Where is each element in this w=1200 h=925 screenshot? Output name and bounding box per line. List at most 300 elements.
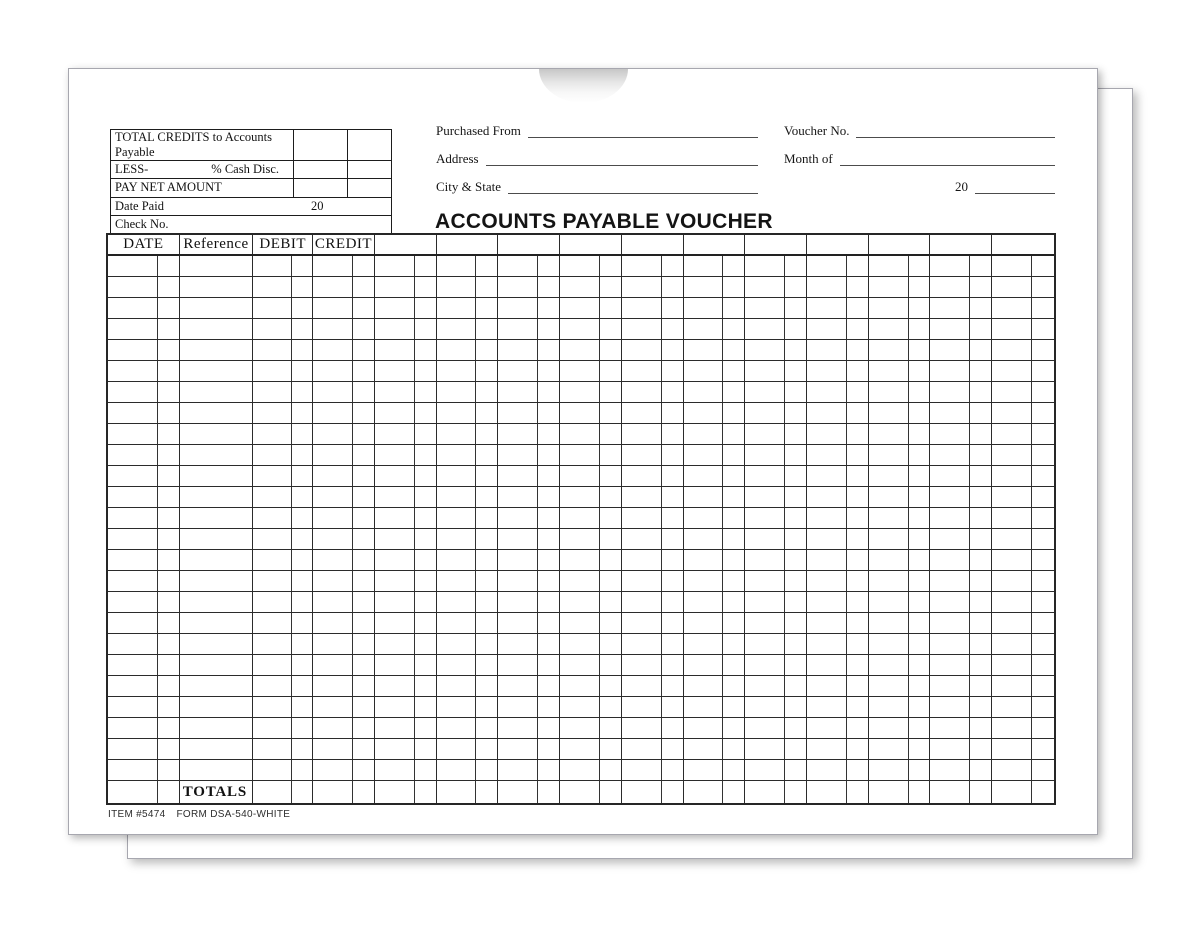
ledger-cell	[538, 487, 560, 507]
ledger-cell	[684, 592, 724, 612]
ledger-cell	[745, 655, 785, 675]
ledger-cell	[158, 571, 180, 591]
ledger-cell	[538, 718, 560, 738]
ledger-cell	[785, 382, 807, 402]
ledger-cell	[253, 508, 292, 528]
ledger-cell	[538, 277, 560, 297]
ledger-cell	[292, 760, 313, 780]
column-header-blank	[684, 235, 746, 254]
ledger-cell	[745, 445, 785, 465]
ledger-cell	[930, 760, 970, 780]
ledger-cell	[723, 781, 745, 803]
ledger-cell	[158, 340, 180, 360]
ledger-cell	[313, 655, 353, 675]
ledger-cell	[785, 487, 807, 507]
ledger-cell	[684, 298, 724, 318]
ledger-cell	[662, 613, 684, 633]
ledger-cell	[970, 760, 992, 780]
ledger-cell	[476, 424, 498, 444]
column-header: DEBIT	[253, 235, 313, 254]
ledger-cell	[313, 445, 353, 465]
ledger-cell	[180, 697, 254, 717]
ledger-cell	[1032, 760, 1054, 780]
ledger-cell	[415, 466, 437, 486]
ledger-cell	[375, 634, 415, 654]
ledger-cell	[560, 424, 600, 444]
ledger-cell	[600, 298, 622, 318]
ledger-row	[108, 697, 1054, 718]
ledger-cell	[600, 319, 622, 339]
ledger-cell	[684, 697, 724, 717]
ledger-cell	[869, 592, 909, 612]
ledger-cell	[723, 634, 745, 654]
ledger-cell	[375, 697, 415, 717]
ledger-cell	[180, 550, 254, 570]
ledger-cell	[807, 508, 847, 528]
ledger-cell	[313, 508, 353, 528]
ledger-cell	[375, 676, 415, 696]
ledger-cell	[353, 340, 375, 360]
ledger-cell	[180, 739, 254, 759]
ledger-cell	[684, 676, 724, 696]
ledger-cell	[375, 739, 415, 759]
ledger-cell	[807, 739, 847, 759]
ledger-cell	[622, 655, 662, 675]
ledger-cell	[600, 634, 622, 654]
summary-row-pay-net	[111, 179, 391, 197]
ledger-cell	[807, 445, 847, 465]
ledger-cell	[909, 550, 931, 570]
ledger-cell	[437, 529, 477, 549]
ledger-cell	[498, 613, 538, 633]
ledger-cell	[292, 676, 313, 696]
ledger-cell	[909, 697, 931, 717]
ledger-cell	[662, 319, 684, 339]
ledger-cell	[622, 739, 662, 759]
ledger-cell	[498, 718, 538, 738]
ledger-cell	[622, 319, 662, 339]
ledger-cell	[437, 550, 477, 570]
vendor-row-2	[436, 147, 1055, 167]
ledger-cell	[992, 508, 1032, 528]
ledger-cell	[313, 361, 353, 381]
ledger-cell	[538, 298, 560, 318]
ledger-cell	[970, 508, 992, 528]
ledger-cell	[992, 529, 1032, 549]
ledger-cell	[807, 718, 847, 738]
ledger-cell	[869, 550, 909, 570]
ledger-cell	[662, 445, 684, 465]
ledger-cell	[313, 634, 353, 654]
ledger-cell	[180, 487, 254, 507]
ledger-cell	[785, 655, 807, 675]
ledger-cell	[180, 571, 254, 591]
ledger-cell	[415, 739, 437, 759]
voucher-no-label: Voucher No.	[784, 123, 850, 138]
ledger-cell	[600, 550, 622, 570]
ledger-cell	[807, 298, 847, 318]
ledger-cell	[909, 445, 931, 465]
ledger-cell	[158, 424, 180, 444]
ledger-cell	[992, 571, 1032, 591]
ledger-cell	[476, 718, 498, 738]
ledger-cell	[538, 319, 560, 339]
ledger-cell	[745, 277, 785, 297]
amount-cell	[293, 130, 347, 160]
ledger-cell	[1032, 487, 1054, 507]
ledger-cell	[253, 592, 292, 612]
ledger-cell	[560, 445, 600, 465]
ledger-cell	[313, 529, 353, 549]
ledger-cell	[869, 424, 909, 444]
ledger-cell	[909, 382, 931, 402]
ledger-cell	[745, 298, 785, 318]
ledger-cell	[622, 592, 662, 612]
ledger-cell	[1032, 634, 1054, 654]
ledger-cell	[538, 739, 560, 759]
ledger-cell	[600, 655, 622, 675]
ledger-cell	[785, 613, 807, 633]
ledger-cell	[622, 424, 662, 444]
ledger-cell	[684, 487, 724, 507]
ledger-cell	[1032, 676, 1054, 696]
ledger-cell	[909, 256, 931, 276]
ledger-cell	[498, 466, 538, 486]
ledger-cell	[684, 634, 724, 654]
ledger-cell	[437, 760, 477, 780]
ledger-cell	[560, 361, 600, 381]
ledger-cell	[437, 340, 477, 360]
ledger-cell	[662, 529, 684, 549]
ledger-cell	[353, 571, 375, 591]
ledger-cell	[353, 697, 375, 717]
ledger-cell	[253, 634, 292, 654]
ledger-cell	[869, 445, 909, 465]
ledger-cell	[662, 424, 684, 444]
ledger-cell	[313, 739, 353, 759]
ledger-cell	[723, 655, 745, 675]
ledger-cell	[992, 256, 1032, 276]
ledger-cell	[1032, 739, 1054, 759]
ledger-cell	[353, 781, 375, 803]
ledger-cell	[970, 571, 992, 591]
ledger-cell	[437, 319, 477, 339]
ledger-cell	[930, 340, 970, 360]
ledger-cell	[684, 403, 724, 423]
ledger-cell	[313, 571, 353, 591]
ledger-cell	[600, 781, 622, 803]
ledger-cell	[807, 382, 847, 402]
ledger-cell	[292, 613, 313, 633]
column-header-blank	[869, 235, 931, 254]
ledger-cell	[600, 382, 622, 402]
ledger-cell	[909, 340, 931, 360]
ledger-cell	[180, 592, 254, 612]
ledger-row	[108, 403, 1054, 424]
ledger-cell	[807, 424, 847, 444]
ledger-cell	[847, 445, 869, 465]
ledger-cell	[684, 550, 724, 570]
ledger-cell	[292, 634, 313, 654]
ledger-row	[108, 676, 1054, 697]
ledger-cell	[847, 634, 869, 654]
ledger-cell	[538, 508, 560, 528]
ledger-cell	[869, 508, 909, 528]
ledger-cell	[498, 361, 538, 381]
ledger-cell	[437, 424, 477, 444]
month-of-label: Month of	[784, 151, 833, 166]
ledger-cell	[622, 277, 662, 297]
ledger-cell	[353, 718, 375, 738]
ledger-cell	[723, 445, 745, 465]
ledger-cell	[353, 445, 375, 465]
ledger-cell	[1032, 403, 1054, 423]
ledger-cell	[930, 550, 970, 570]
ledger-cell	[560, 382, 600, 402]
ledger-cell	[600, 718, 622, 738]
ledger-cell	[970, 361, 992, 381]
ledger-cell	[108, 718, 158, 738]
ledger-cell	[108, 571, 158, 591]
ledger-cell	[785, 277, 807, 297]
ledger-cell	[180, 718, 254, 738]
ledger-cell	[560, 298, 600, 318]
ledger-cell	[353, 256, 375, 276]
ledger-cell	[600, 571, 622, 591]
ledger-cell	[108, 256, 158, 276]
ledger-cell	[375, 760, 415, 780]
ledger-cell	[869, 655, 909, 675]
ledger-cell	[847, 592, 869, 612]
ledger-cell	[437, 634, 477, 654]
ledger-cell	[560, 697, 600, 717]
ledger-cell	[970, 592, 992, 612]
ledger-cell	[476, 382, 498, 402]
ledger-cell	[785, 256, 807, 276]
ledger-cell	[684, 277, 724, 297]
ledger-cell	[158, 277, 180, 297]
ledger-cell	[498, 760, 538, 780]
ledger-cell	[1032, 697, 1054, 717]
ledger-cell	[415, 529, 437, 549]
ledger-cell	[930, 613, 970, 633]
ledger-cell	[292, 487, 313, 507]
ledger-cell	[538, 571, 560, 591]
ledger-cell	[909, 298, 931, 318]
ledger-cell	[253, 277, 292, 297]
ledger-cell	[869, 340, 909, 360]
ledger-cell	[970, 487, 992, 507]
pay-net-label: PAY NET AMOUNT	[115, 180, 222, 195]
ledger-cell	[785, 739, 807, 759]
column-header-blank	[745, 235, 807, 254]
ledger-cell	[437, 277, 477, 297]
ledger-cell	[313, 760, 353, 780]
voucher-sheet	[68, 68, 1098, 835]
ledger-cell	[745, 487, 785, 507]
ledger-cell	[600, 508, 622, 528]
ledger-cell	[158, 592, 180, 612]
ledger-cell	[437, 571, 477, 591]
ledger-cell	[313, 781, 353, 803]
ledger-cell	[745, 676, 785, 696]
ledger-cell	[662, 256, 684, 276]
ledger-cell	[560, 739, 600, 759]
ledger-cell	[909, 739, 931, 759]
ledger-cell	[684, 466, 724, 486]
ledger-cell	[353, 424, 375, 444]
ledger-cell	[313, 340, 353, 360]
ledger-cell	[807, 550, 847, 570]
ledger-cell	[930, 655, 970, 675]
ledger-cell	[538, 550, 560, 570]
ledger-cell	[560, 592, 600, 612]
ledger-cell	[745, 403, 785, 423]
ledger-cell	[180, 529, 254, 549]
totals-row	[108, 781, 1054, 803]
ledger-cell	[375, 424, 415, 444]
ledger-cell	[847, 529, 869, 549]
ledger-cell	[930, 256, 970, 276]
ledger-cell	[180, 277, 254, 297]
ledger-cell	[180, 466, 254, 486]
ledger-cell	[930, 634, 970, 654]
ledger-cell	[662, 466, 684, 486]
ledger-cell	[847, 487, 869, 507]
column-header-blank	[807, 235, 869, 254]
thumb-notch	[539, 69, 628, 103]
ledger-cell	[498, 550, 538, 570]
ledger-cell	[538, 403, 560, 423]
ledger-cell	[180, 508, 254, 528]
ledger-cell	[158, 718, 180, 738]
ledger-cell	[785, 718, 807, 738]
ledger-cell	[253, 361, 292, 381]
ledger-cell	[353, 466, 375, 486]
ledger-cell	[600, 592, 622, 612]
ledger-cell	[498, 634, 538, 654]
ledger-cell	[158, 655, 180, 675]
ledger-cell	[476, 361, 498, 381]
ledger-cell	[970, 382, 992, 402]
ledger-cell	[108, 655, 158, 675]
ledger-cell	[745, 256, 785, 276]
address-label: Address	[436, 151, 479, 166]
column-header-blank	[992, 235, 1054, 254]
ledger-cell	[807, 361, 847, 381]
less-label: LESS-	[115, 162, 149, 177]
ledger-cell	[723, 550, 745, 570]
ledger-cell	[909, 571, 931, 591]
vendor-row-3	[436, 175, 1055, 195]
ledger-cell	[313, 319, 353, 339]
ledger-cell	[375, 445, 415, 465]
ledger-cell	[560, 487, 600, 507]
summary-row-total-credits	[111, 130, 391, 161]
summary-row-date-paid	[111, 198, 391, 216]
ledger-cell	[662, 508, 684, 528]
ledger-cell	[313, 403, 353, 423]
ledger-cell	[353, 403, 375, 423]
ledger-cell	[1032, 319, 1054, 339]
ledger-cell	[600, 739, 622, 759]
ledger-cell	[108, 487, 158, 507]
ledger-cell	[785, 508, 807, 528]
ledger-cell	[622, 613, 662, 633]
ledger-cell	[1032, 466, 1054, 486]
ledger-cell	[108, 445, 158, 465]
ledger-cell	[180, 382, 254, 402]
ledger-cell	[476, 739, 498, 759]
ledger-cell	[930, 571, 970, 591]
ledger-cell	[108, 298, 158, 318]
ledger-cell	[684, 529, 724, 549]
ledger-cell	[807, 487, 847, 507]
ledger-cell	[158, 760, 180, 780]
ledger-cell	[992, 277, 1032, 297]
ledger-cell	[1032, 340, 1054, 360]
ledger-cell	[869, 298, 909, 318]
ledger-cell	[847, 613, 869, 633]
ledger-cell	[662, 298, 684, 318]
ledger-row	[108, 340, 1054, 361]
ledger-cell	[253, 571, 292, 591]
ledger-cell	[622, 634, 662, 654]
ledger-cell	[476, 676, 498, 696]
ledger-cell	[415, 634, 437, 654]
ledger-cell	[745, 319, 785, 339]
ledger-cell	[1032, 277, 1054, 297]
ledger-cell	[723, 529, 745, 549]
ledger-cell	[253, 340, 292, 360]
ledger-cell	[476, 256, 498, 276]
year-prefix-label: 20	[955, 179, 968, 194]
ledger-cell	[108, 403, 158, 423]
ledger-cell	[292, 466, 313, 486]
ledger-cell	[723, 466, 745, 486]
ledger-cell	[1032, 298, 1054, 318]
ledger-cell	[375, 718, 415, 738]
ledger-row	[108, 655, 1054, 676]
ledger-cell	[622, 676, 662, 696]
ledger-cell	[970, 655, 992, 675]
ledger-cell	[1032, 445, 1054, 465]
ledger-cell	[807, 571, 847, 591]
ledger-cell	[437, 256, 477, 276]
ledger-cell	[498, 676, 538, 696]
ledger-cell	[785, 676, 807, 696]
ledger-cell	[785, 340, 807, 360]
ledger-cell	[930, 382, 970, 402]
ledger-cell	[869, 760, 909, 780]
ledger-cell	[375, 319, 415, 339]
ledger-cell	[992, 403, 1032, 423]
ledger-cell	[253, 487, 292, 507]
ledger-cell	[970, 466, 992, 486]
ledger-cell	[684, 613, 724, 633]
ledger-cell	[600, 697, 622, 717]
ledger-cell	[869, 781, 909, 803]
ledger-cell	[375, 298, 415, 318]
ledger-row	[108, 466, 1054, 487]
ledger-cell	[909, 319, 931, 339]
ledger-cell	[745, 781, 785, 803]
ledger-row	[108, 277, 1054, 298]
ledger-cell	[909, 277, 931, 297]
ledger-cell	[538, 655, 560, 675]
ledger-cell	[108, 760, 158, 780]
ledger-cell	[415, 487, 437, 507]
